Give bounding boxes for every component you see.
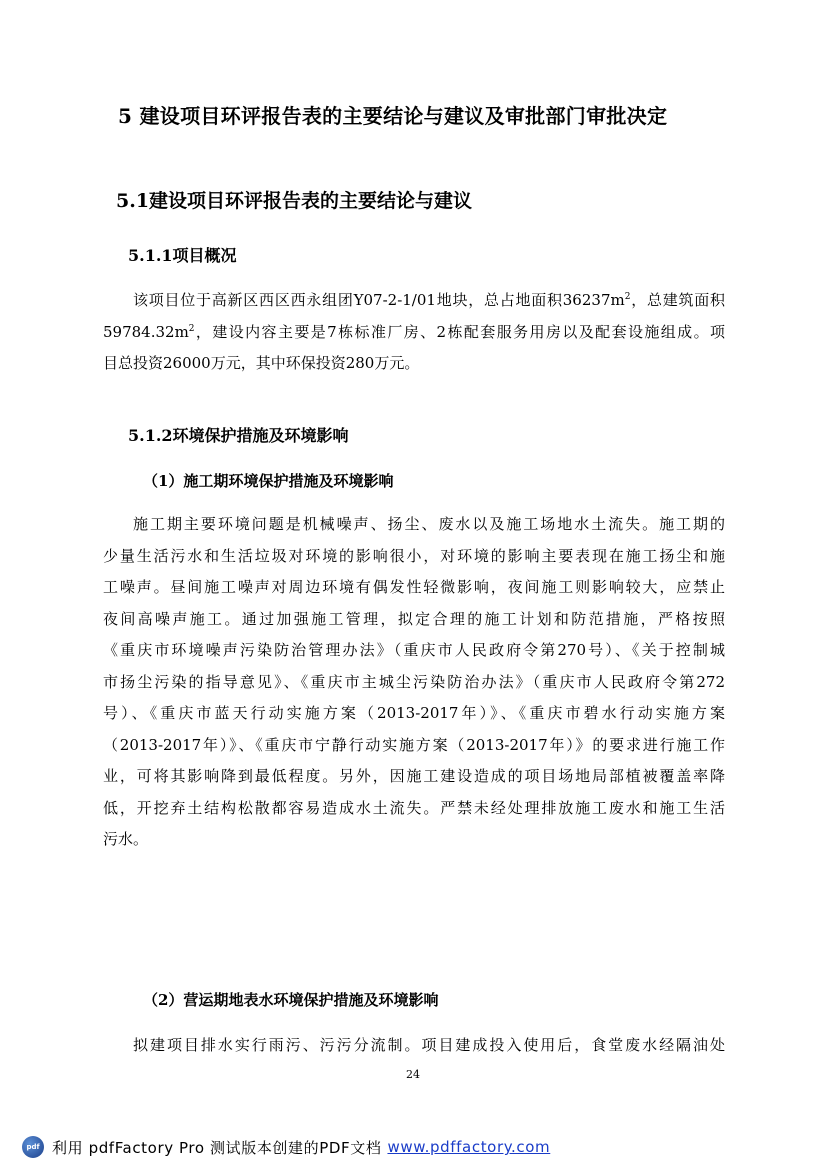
main-heading: 5 建设项目环评报告表的主要结论与建议及审批部门审批决定 — [118, 104, 668, 128]
paragraph-line: 号）、《重庆市蓝天行动实施方案（2013-2017年）》、《重庆市碧水行动实施方案 — [103, 704, 725, 722]
subsection-title-construction: （1）施工期环境保护措施及环境影响 — [143, 472, 394, 490]
paragraph-line: 市扬尘污染的指导意见》、《重庆市主城尘污染防治办法》（重庆市人民政府令第272 — [103, 672, 725, 691]
sub-heading: 5.1建设项目环评报告表的主要结论与建议 — [116, 190, 473, 212]
paragraph-line: （2013-2017年）》、《重庆市宁静行动实施方案（2013-2017年）》的要求进行施工作 — [103, 735, 725, 754]
pdffactory-logo-icon: pdf — [22, 1136, 44, 1158]
pdf-footer — [22, 1134, 550, 1160]
paragraph-line: 污水。 — [103, 830, 149, 848]
construction-paragraph — [103, 509, 725, 856]
paragraph-line: 拟建项目排水实行雨污、污污分流制。项目建成投入使用后，食堂废水经隔油处 — [133, 1036, 725, 1054]
paragraph-line: 夜间高噪声施工。通过加强施工管理，拟定合理的施工计划和防范措施，严格按照 — [103, 609, 725, 628]
paragraph-line: 低，开挖弃土结构松散都容易造成水土流失。严禁未经处理排放施工废水和施工生活 — [103, 798, 725, 817]
section-title-overview: 5.1.1项目概况 — [128, 246, 237, 265]
paragraph-line: 该项目位于高新区西区西永组团Y07-2-1/01地块，总占地面积$36237m^2$，总建筑面积 — [133, 291, 725, 309]
paragraph-line: 少量生活污水和生活垃圾对环境的影响很小，对环境的影响主要表现在施工扬尘和施 — [103, 546, 725, 565]
paragraph-line: 目总投资26000万元，其中环保投资280万元。 — [103, 354, 420, 372]
section-title-environment: 5.1.2环境保护措施及环境影响 — [128, 426, 349, 445]
subsection-title-operation: （2）营运期地表水环境保护措施及环境影响 — [143, 991, 439, 1009]
page-number: 24 — [406, 1068, 420, 1081]
paragraph-line: 业，可将其影响降到最低程度。另外，因施工建设造成的项目场地局部植被覆盖率降 — [103, 767, 725, 785]
footer-text: 利用 pdfFactory Pro 测试版本创建的PDF文档 — [52, 1138, 382, 1157]
paragraph-line: 工噪声。昼间施工噪声对周边环境有偶发性轻微影响，夜间施工则影响较大，应禁止 — [103, 578, 725, 596]
paragraph-line: $59784.32m^2$，建设内容主要是7栋标准厂房、2栋配套服务用房以及配套设施组成。项 — [103, 322, 725, 341]
pdffactory-link[interactable]: www.pdffactory.com — [387, 1138, 551, 1156]
paragraph-line: 施工期主要环境问题是机械噪声、扬尘、废水以及施工场地水土流失。施工期的 — [133, 515, 725, 533]
paragraph-line: 《重庆市环境噪声污染防治管理办法》（重庆市人民政府令第270号）、《关于控制城 — [103, 641, 725, 659]
operation-paragraph — [103, 1030, 725, 1062]
overview-paragraph — [103, 285, 725, 380]
